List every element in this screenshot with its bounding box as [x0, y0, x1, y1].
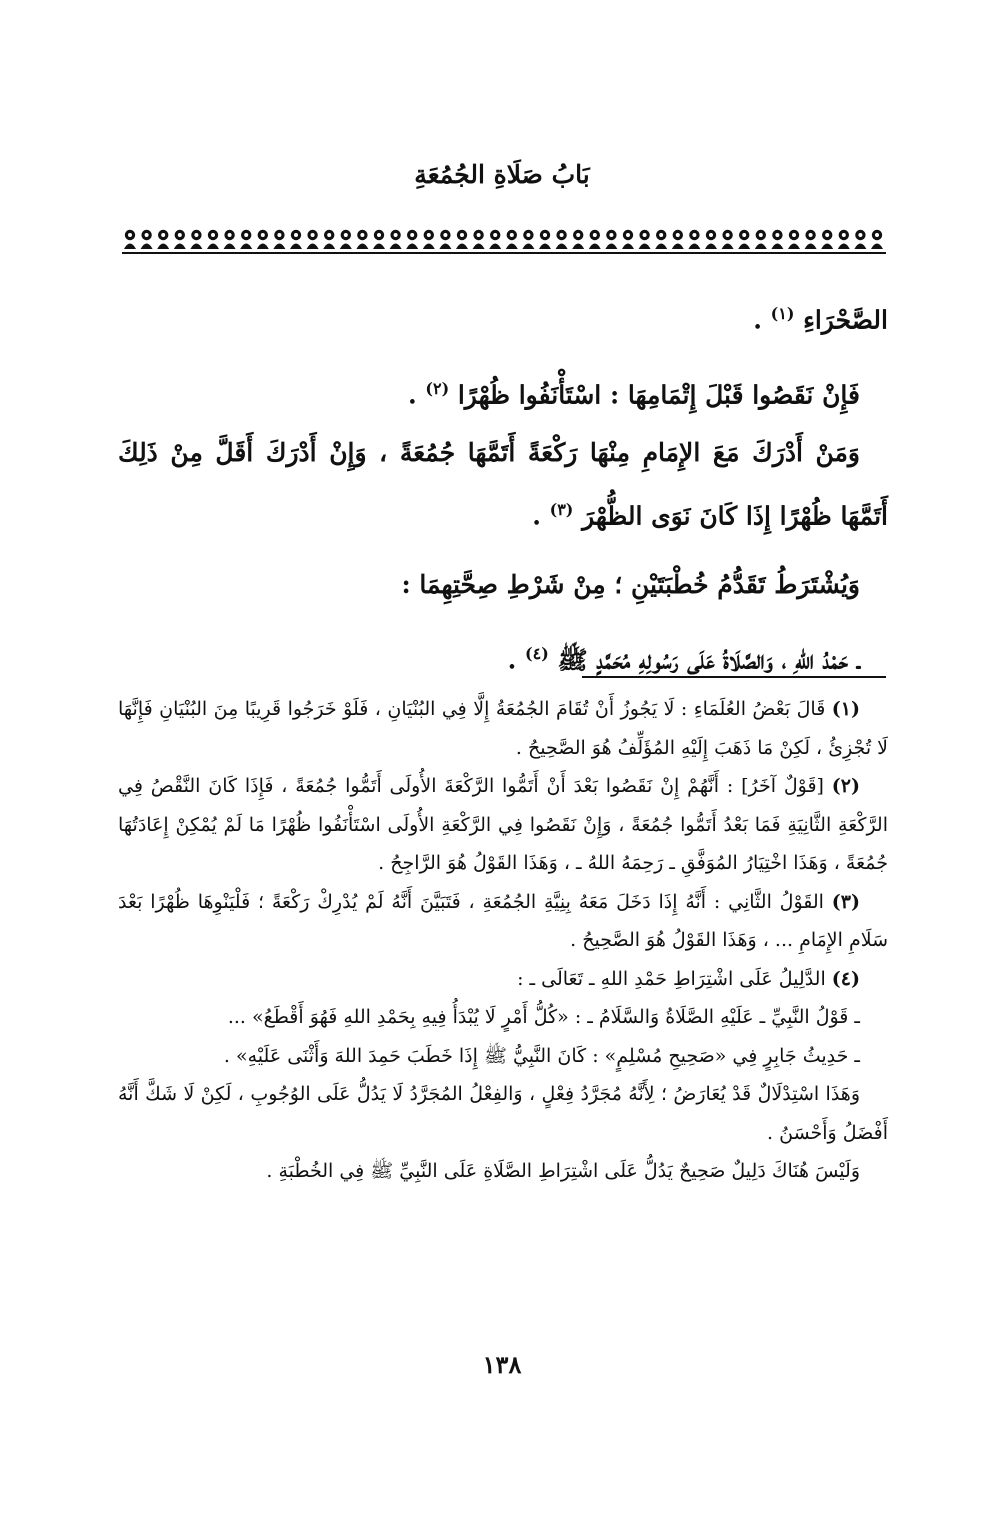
ornament-motif [705, 230, 717, 249]
footnote-2-number: (٢) [831, 775, 860, 797]
ornament-pattern [122, 226, 886, 256]
ornament-motif [771, 230, 783, 249]
ornament-motif [423, 230, 435, 249]
page-number: ١٣٨ [482, 1350, 522, 1379]
main-line-1-text: الصَّحْرَاءِ [803, 305, 888, 335]
ornament-motif [738, 230, 750, 249]
main-paragraph-3-text: وَمَنْ أَدْرَكَ مَعَ الإِمَامِ مِنْهَا رَكْعَةً أَتَمَّهَا جُمُعَةً ، وَإِنْ أَدْرَكَ أَقَلَّ مِنْ ذَلِكَ أَتَمَّهَا ظُهْرًا إِذَا كَانَ نَوَى الظُّهْرَ [118, 437, 888, 530]
main-line-4: وَيُشْتَرَطُ تَقَدُّمُ خُطْبَتَيْنِ ؛ مِنْ شَرْطِ صِحَّتِهِمَا : [401, 569, 860, 599]
footnote-marker-3[interactable]: (٣) [549, 499, 574, 519]
footnote-3-number: (٣) [831, 890, 860, 913]
footnote-4-commentary: وَهَذَا اسْتِدْلَالٌ قَدْ يُعَارَضُ ؛ لِأَنَّهُ مُجَرَّدُ فِعْلٍ ، وَالفِعْلُ المُجَرَّدُ لَا يَدُلُّ عَلَى الوُجُوبِ ، لَكِنْ لَا شَكَّ أَنَّهُ أَفْضَلُ وَأَحْسَنُ . [118, 1083, 888, 1144]
ornament-motif [439, 230, 451, 249]
footnote-4-text: الدَّلِيلُ عَلَى اشْتِرَاطِ حَمْدِ اللهِ ـ تَعَالَى ـ : [517, 967, 832, 990]
ornament-motif [240, 230, 252, 249]
footnote-3-text: القَوْلُ الثَّانِي : أَنَّهُ إِذَا دَخَلَ مَعَهُ بِنِيَّةِ الجُمُعَةِ ، فَتَبَيَّنَ أَنَّهُ لَمْ يُدْرِكْ رَكْعَةً ؛ فَلْيَنْوِهَا ظُهْرًا بَعْدَ سَلَامِ الإِمَامِ ... ، وَهَذَا القَوْلُ هُوَ الصَّحِيحُ . [118, 890, 888, 951]
footnotes-section [118, 690, 888, 1191]
footnote-marker-4[interactable]: (٤) [525, 643, 549, 663]
ornament-motif [257, 230, 269, 249]
main-line-2-tail: . [407, 380, 426, 410]
ornament-motif [190, 230, 202, 249]
ornament-motif [572, 230, 584, 249]
ornament-motif [340, 230, 352, 249]
ornament-motif [390, 230, 402, 249]
ornament-motif [323, 230, 335, 249]
footnote-1 [118, 690, 888, 767]
main-paragraph-3 [118, 424, 888, 544]
footnote-4-conclusion: وَلَيْسَ هُنَاكَ دَلِيلٌ صَحِيحٌ يَدُلُّ عَلَى اشْتِرَاطِ الصَّلَاةِ عَلَى النَّبِيِّ ﷺ فِي الخُطْبَةِ . [266, 1160, 860, 1182]
ornament-motif [456, 230, 468, 249]
ornament-motif [489, 230, 501, 249]
footnote-separator-rule [582, 676, 886, 678]
ornament-motif [655, 230, 667, 249]
ornament-motif [373, 230, 385, 249]
ornament-motif [141, 230, 153, 249]
ornament-motif [821, 230, 833, 249]
ornament-motif [755, 230, 767, 249]
main-line-2 [118, 360, 888, 423]
ornament-motif [854, 230, 866, 249]
ornament-motif [290, 230, 302, 249]
ornament-motif [174, 230, 186, 249]
ornament-motif [506, 230, 518, 249]
ornament-motif [207, 230, 219, 249]
ornament-motif [688, 230, 700, 249]
main-line-2-text: فَإِنْ نَقَصُوا قَبْلَ إِتْمَامِهَا : اسْتَأْنَفُوا ظُهْرًا [457, 380, 860, 410]
ornament-motif [307, 230, 319, 249]
ornament-motif [672, 230, 684, 249]
ornament-motif [273, 230, 285, 249]
footnote-1-text: قَالَ بَعْضُ العُلَمَاءِ : لَا يَجُوزُ أَنْ تُقَامَ الجُمُعَةُ إِلَّا فِي البُنْيَانِ ، فَلَوْ خَرَجُوا قَرِيبًا مِنَ البُنْيَانِ فَإِنَّهَا لَا تُجْزِئُ ، لَكِنْ مَا ذَهَبَ إِلَيْهِ المُؤَلِّفُ هُوَ الصَّحِيحُ . [118, 698, 888, 759]
ornament-motif [473, 230, 485, 249]
ornament-motif [157, 230, 169, 249]
footnote-4-number: (٤) [831, 967, 860, 990]
footnote-2 [118, 767, 888, 883]
ornament-motif [589, 230, 601, 249]
main-line-1 [118, 285, 888, 348]
footnote-3 [118, 883, 888, 960]
ornament-motif [722, 230, 734, 249]
ornament-motif [522, 230, 534, 249]
main-line-1-tail: . [753, 305, 771, 335]
ornament-motif [556, 230, 568, 249]
main-paragraph-3-tail: . [532, 500, 550, 530]
ornament-motif [788, 230, 800, 249]
ornament-motif [639, 230, 651, 249]
ornament-motif [871, 230, 883, 249]
ornament-motif [356, 230, 368, 249]
footnote-1-number: (١) [831, 698, 860, 720]
chapter-header-title: بَابُ صَلَاةِ الجُمُعَةِ [414, 160, 590, 189]
main-line-5 [118, 625, 888, 688]
ornament-motif [605, 230, 617, 249]
ornament-motif [539, 230, 551, 249]
footnote-4 [118, 960, 888, 999]
footnote-4-hadith: ـ قَوْلُ النَّبِيِّ ـ عَلَيْهِ الصَّلَاةُ وَالسَّلَامُ ـ : «كُلُّ أَمْرٍ لَا يُبْدَأُ فِيهِ بِحَمْدِ اللهِ فَهُوَ أَقْطَعُ» ... [227, 1006, 860, 1028]
ornament-motif [838, 230, 850, 249]
main-text [118, 285, 888, 688]
footnote-marker-1[interactable]: (١) [770, 304, 795, 323]
ornament-motif [805, 230, 817, 249]
footnote-marker-2[interactable]: (٢) [425, 379, 450, 399]
main-line-5-text: ـ حَمْدُ اللهِ ، وَالصَّلَاةُ عَلَى رَسُولِهِ مُحَمَّدٍ ﷺ [557, 645, 860, 675]
ornament-motif [406, 230, 418, 249]
ornament-motif [124, 230, 136, 249]
decorative-border-ornament [122, 226, 886, 256]
ornament-motif [622, 230, 634, 249]
ornament-motif [224, 230, 236, 249]
footnote-2-text: [قَوْلٌ آخَرُ] : أَنَّهُمْ إِنْ نَقَصُوا بَعْدَ أَنْ أَتَمُّوا الرَّكْعَةَ الأُولَى أَتَمُّوا جُمُعَةً ، فَإِذَا كَانَ النَّقْصُ فِي الرَّكْعَةِ الثَّانِيَةِ فَمَا بَعْدُ أَتَمُّوا جُمُعَةً ، وَإِنْ نَقَصُوا فِي الرَّكْعَةِ الأُولَى اسْتَأْنَفُوا ظُهْرًا مَا لَمْ يُمْكِنْ إِعَادَتُهَا جُمُعَةً ، وَهَذَا اخْتِيَارُ المُوَفَّقِ ـ رَحِمَهُ اللهُ ـ ، وَهَذَا القَوْلُ هُوَ الرَّاجِحُ . [118, 775, 888, 874]
footnote-4-jabir-hadith: ـ حَدِيثُ جَابِرٍ فِي «صَحِيحِ مُسْلِمٍ» : كَانَ النَّبِيُّ ﷺ إِذَا خَطَبَ حَمِدَ اللهَ وَأَثْنَى عَلَيْهِ» . [223, 1044, 860, 1067]
main-line-5-tail: . [507, 645, 526, 675]
